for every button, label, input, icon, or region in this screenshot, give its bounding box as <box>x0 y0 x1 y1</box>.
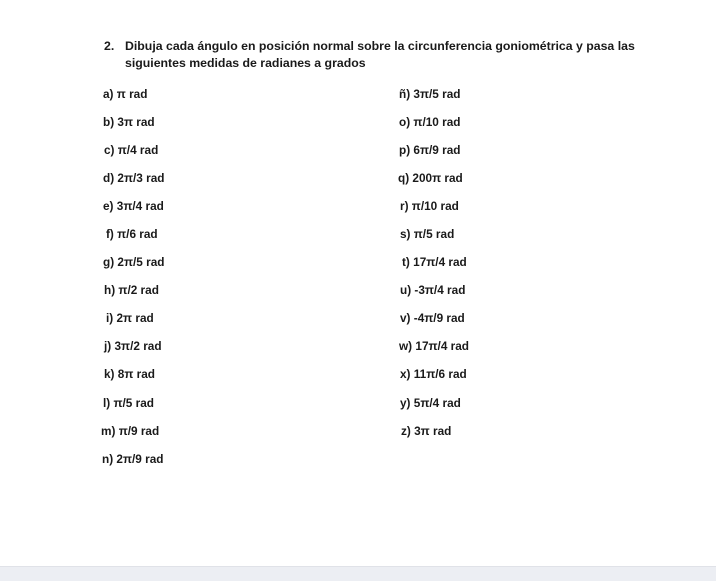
exercise-item-a: a) π rad <box>103 87 148 101</box>
exercise-item-f: f) π/6 rad <box>106 227 158 241</box>
exercise-item-o: o) π/10 rad <box>399 115 461 129</box>
question-block <box>104 38 644 72</box>
exercise-item-i: i) 2π rad <box>106 311 154 325</box>
exercise-item-e: e) 3π/4 rad <box>103 199 164 213</box>
exercise-item-b: b) 3π rad <box>103 115 155 129</box>
exercise-item-l: l) π/5 rad <box>103 396 154 410</box>
question-number: 2. <box>104 39 115 53</box>
exercise-item-k: k) 8π rad <box>104 367 155 381</box>
exercise-item-c: c) π/4 rad <box>104 143 159 157</box>
exercise-item-j: j) 3π/2 rad <box>104 339 162 353</box>
exercise-item-r: r) π/10 rad <box>400 199 459 213</box>
exercise-item-q: q) 200π rad <box>398 171 463 185</box>
exercise-item-y: y) 5π/4 rad <box>400 396 461 410</box>
exercise-item-x: x) 11π/6 rad <box>400 367 467 381</box>
exercise-item-g: g) 2π/5 rad <box>103 255 165 269</box>
exercise-item-p: p) 6π/9 rad <box>399 143 461 157</box>
exercise-item-z: z) 3π rad <box>401 424 452 438</box>
exercise-item-s: s) π/5 rad <box>400 227 455 241</box>
viewer-bottom-bar <box>0 566 716 581</box>
exercise-item-enye: ñ) 3π/5 rad <box>399 87 461 101</box>
exercise-item-u: u) -3π/4 rad <box>400 283 466 297</box>
exercise-item-v: v) -4π/9 rad <box>400 311 465 325</box>
exercise-item-t: t) 17π/4 rad <box>402 255 467 269</box>
exercise-item-n: n) 2π/9 rad <box>102 452 164 466</box>
exercise-item-h: h) π/2 rad <box>104 283 159 297</box>
exercise-item-d: d) 2π/3 rad <box>103 171 165 185</box>
exercise-item-m: m) π/9 rad <box>101 424 160 438</box>
question-text: Dibuja cada ángulo en posición normal sobre la circunferencia goniométrica y pasa las siguientes medidas de radianes a grados <box>125 39 635 70</box>
exercise-item-w: w) 17π/4 rad <box>399 339 470 353</box>
